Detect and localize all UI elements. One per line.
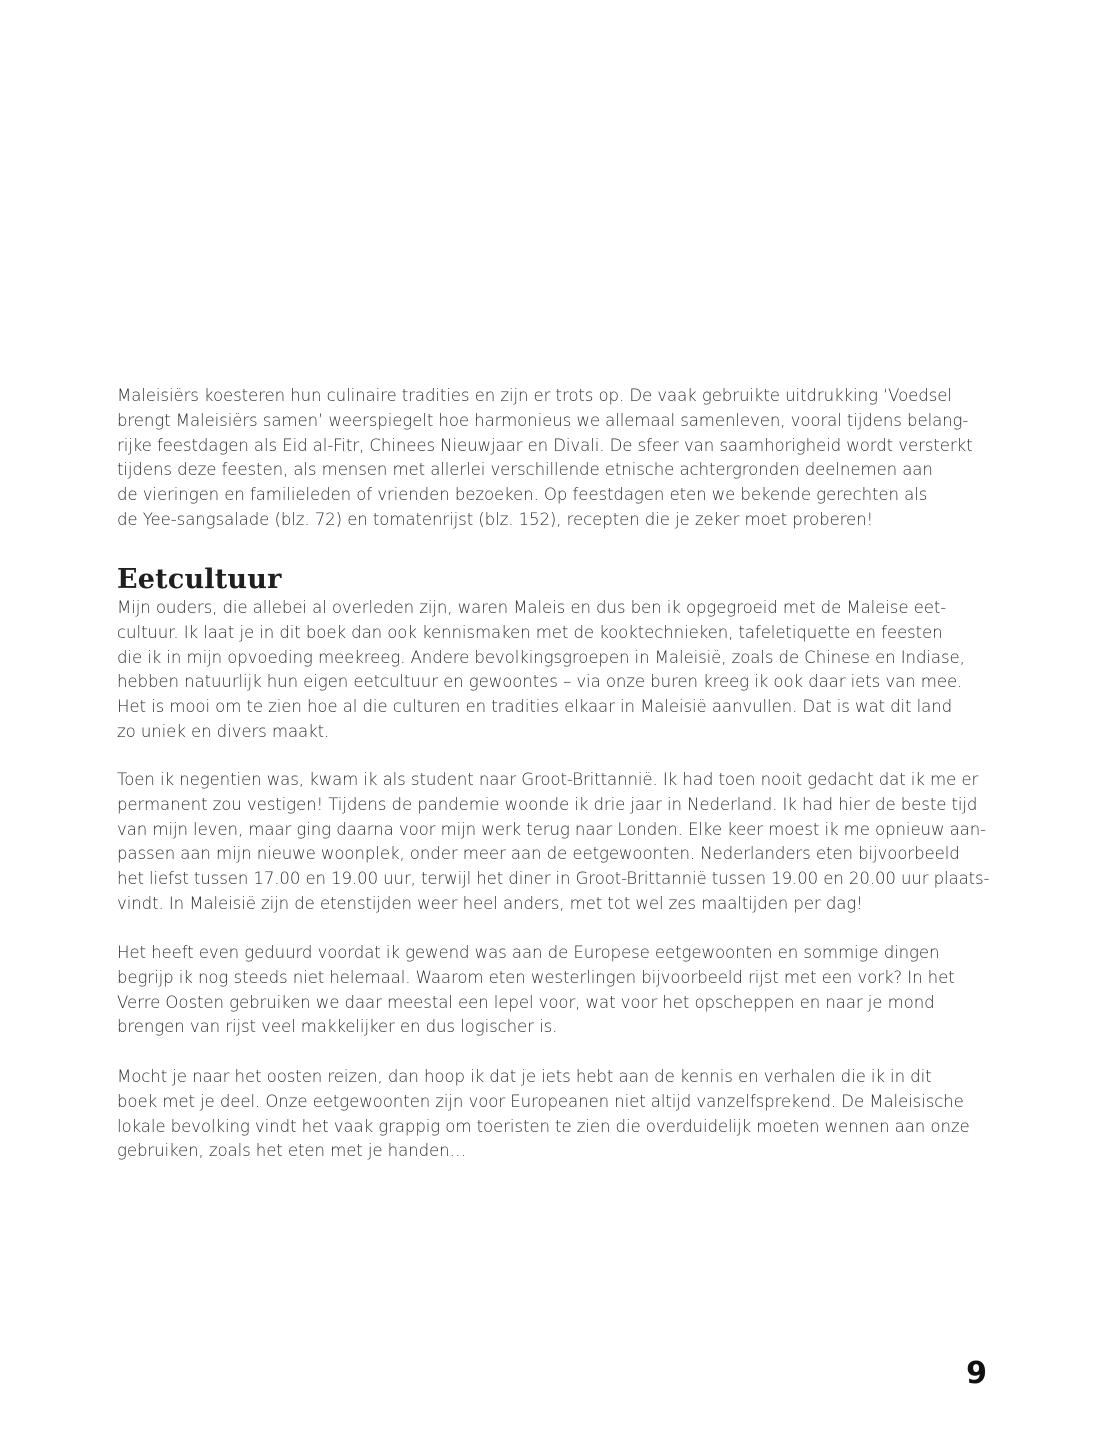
paragraph-eetcultuur-4	[117, 1065, 987, 1164]
text-line: die ik in mijn opvoeding meekreeg. Andere bevolkingsgroepen in Maleisië, zoals de Chinese en Indiase,	[117, 647, 965, 667]
text-line: gebruiken, zoals het eten met je handen…	[117, 1141, 467, 1161]
text-line: boek met je deel. Onze eetgewoonten zijn voor Europeanen niet altijd vanzelfsprekend. De Maleisische	[117, 1091, 964, 1111]
text-line: de Yee-sangsalade (blz. 72) en tomatenrijst (blz. 152), recepten die je zeker moet proberen!	[117, 509, 874, 529]
text-line: begrijp ik nog steeds niet helemaal. Waarom eten westerlingen bijvoorbeeld rijst met een vork? In het	[117, 967, 955, 987]
text-line: lokale bevolking vindt het vaak grappig om toeristen te zien die overduidelijk moeten wennen aan onze	[117, 1116, 970, 1136]
text-line: Maleisiërs koesteren hun culinaire tradities en zijn er trots op. De vaak gebruikte uitdrukking ‘Voedsel	[117, 386, 952, 405]
text-line: brengt Maleisiërs samen’ weerspiegelt hoe harmonieus we allemaal samenleven, vooral tijdens belang-	[117, 410, 969, 430]
text-line: Mijn ouders, die allebei al overleden zijn, waren Maleis en dus ben ik opgegroeid met de Maleise eet-	[117, 598, 947, 617]
text-line: brengen van rijst veel makkelijker en dus logischer is.	[117, 1017, 558, 1037]
section-heading: Eetcultuur	[117, 564, 282, 595]
text-line: tijdens deze feesten, als mensen met allerlei verschillende etnische achtergronden deelnemen aan	[117, 460, 933, 480]
text-line: Verre Oosten gebruiken we daar meestal een lepel voor, wat voor het opscheppen en naar je mond	[117, 992, 935, 1012]
intro-paragraph	[117, 384, 987, 533]
text-line: cultuur. Ik laat je in dit boek dan ook kennismaken met de kooktechnieken, tafeletiquette en feesten	[117, 622, 943, 642]
text-line: Toen ik negentien was, kwam ik als student naar Groot-Brittannië. Ik had toen nooit gedacht dat ik me er	[117, 770, 979, 789]
page-number: 9	[966, 1356, 987, 1391]
text-line: zo uniek en divers maakt.	[117, 721, 330, 741]
text-line: van mijn leven, maar ging daarna voor mijn werk terug naar Londen. Elke keer moest ik me opnieuw aan-	[117, 819, 987, 839]
paragraph-eetcultuur-1	[117, 596, 987, 745]
paragraph-eetcultuur-3	[117, 941, 987, 1040]
text-line: hebben natuurlijk hun eigen eetcultuur en gewoontes – via onze buren kreeg ik ook daar iets van mee.	[117, 672, 963, 692]
text-line: het liefst tussen 17.00 en 19.00 uur, terwijl het diner in Groot-Brittannië tussen 19.00 en 20.00 uur plaats-	[117, 869, 990, 889]
text-line: vindt. In Maleisië zijn de etenstijden weer heel anders, met tot wel zes maaltijden per dag!	[117, 893, 863, 913]
text-line: Het heeft even geduurd voordat ik gewend was aan de Europese eetgewoonten en sommige dingen	[117, 943, 940, 962]
text-line: rijke feestdagen als Eid al-Fitr, Chinees Nieuwjaar en Divali. De sfeer van saamhorigheid wordt versterkt	[117, 435, 973, 455]
text-line: passen aan mijn nieuwe woonplek, onder meer aan de eetgewoonten. Nederlanders eten bijvoorbeeld	[117, 844, 960, 864]
paragraph-eetcultuur-2	[117, 768, 990, 917]
text-line: Het is mooi om te zien hoe al die culturen en tradities elkaar in Maleisië aanvullen. Dat is wat dit land	[117, 697, 953, 717]
text-line: Mocht je naar het oosten reizen, dan hoop ik dat je iets hebt aan de kennis en verhalen die ik in dit	[117, 1067, 932, 1086]
text-line: permanent zou vestigen! Tijdens de pandemie woonde ik drie jaar in Nederland. Ik had hier de beste tijd	[117, 794, 978, 814]
text-line: de vieringen en familieleden of vrienden bezoeken. Op feestdagen eten we bekende gerechten als	[117, 485, 928, 505]
